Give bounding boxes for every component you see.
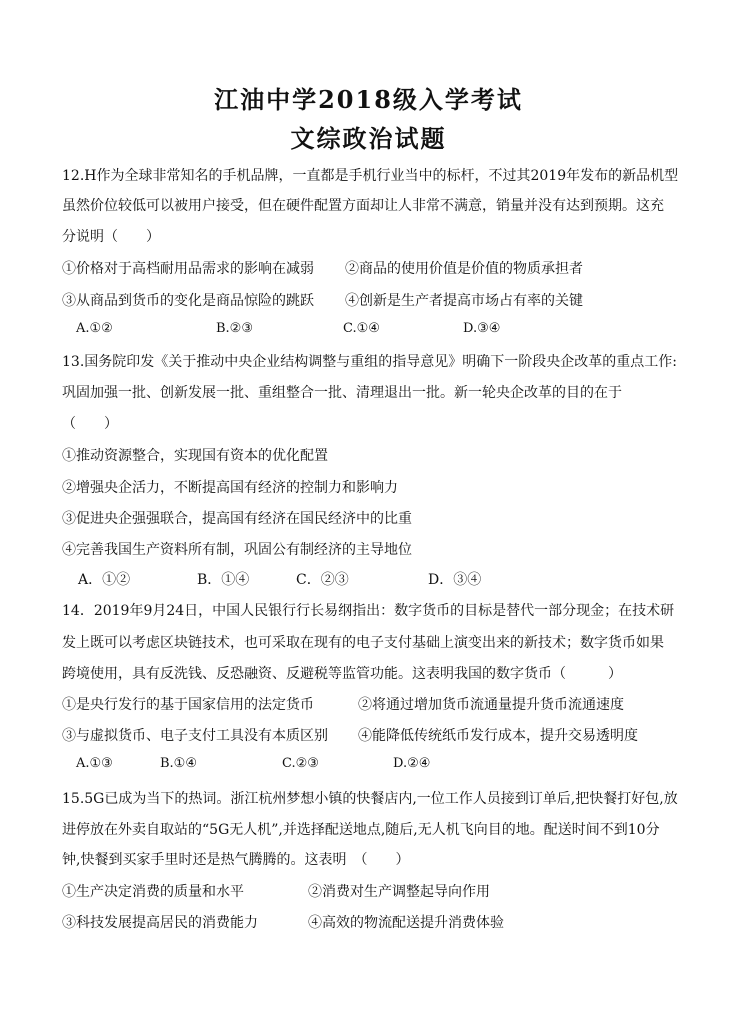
q13-statement-1: ①推动资源整合，实现国有资本的优化配置 <box>62 448 328 464</box>
q14-stem-line-1: 14．2019年9月24日，中国人民银行行长易纲指出：数字货币的目标是替代一部分现金；在技术研 <box>62 603 675 619</box>
q14-option-c: C.②③ <box>282 756 319 771</box>
q13-option-c: C．②③ <box>296 572 349 588</box>
q14-statement-1: ①是央行发行的基于国家信用的法定货币 <box>62 697 314 713</box>
q12-stem-line-2: 虽然价位较低可以被用户接受，但在硬件配置方面却让人非常不满意，销量并没有达到预期。这充 <box>62 198 664 214</box>
q14-stem-line-2: 发上既可以考虑区块链技术，也可采取在现有的电子支付基础上演变出来的新技术；数字货币如果 <box>62 635 664 651</box>
q12-statement-3: ③从商品到货币的变化是商品惊险的跳跃 <box>62 293 314 309</box>
q12-option-c: C.①④ <box>343 321 380 336</box>
q14-option-a: A.①③ <box>76 756 113 771</box>
q14-option-d: D.②④ <box>393 756 431 771</box>
q13-stem-line-3: （ ） <box>62 416 118 432</box>
q13-option-d: D．③④ <box>428 572 482 588</box>
exam-subtitle: 文综政治试题 <box>290 124 447 153</box>
q15-statement-2: ②消费对生产调整起导向作用 <box>308 884 490 900</box>
q13-option-a: A．①② <box>78 572 131 588</box>
q12-option-d: D.③④ <box>463 321 501 336</box>
q14-option-b: B.①④ <box>160 756 197 771</box>
q13-stem-line-1: 13.国务院印发《关于推动中央企业结构调整与重组的指导意见》明确下一阶段央企改革的重点工作: <box>62 354 677 370</box>
q15-statement-3: ③科技发展提高居民的消费能力 <box>62 915 258 931</box>
q14-stem-line-3: 跨境使用，具有反洗钱、反恐融资、反避税等监管功能。这表明我国的数字货币（ ） <box>62 666 622 682</box>
q13-option-b: B．①④ <box>197 572 250 588</box>
q12-option-a: A.①② <box>76 321 113 336</box>
q12-statement-2: ②商品的使用价值是价值的物质承担者 <box>345 261 583 277</box>
q15-stem-line-2: 进停放在外卖自取站的“5G无人机”,并选择配送地点,随后,无人机飞向目的地。配送时间不到10分 <box>62 822 660 838</box>
q13-statement-3: ③促进央企强强联合，提高国有经济在国民经济中的比重 <box>62 511 412 527</box>
q14-statement-3: ③与虚拟货币、电子支付工具没有本质区别 <box>62 728 328 744</box>
q15-stem-line-3: 钟,快餐到买家手里时还是热气腾腾的。这表明 （ ） <box>62 852 410 868</box>
q12-stem-line-3: 分说明（ ） <box>62 229 160 245</box>
q15-statement-4: ④高效的物流配送提升消费体验 <box>308 915 504 931</box>
q12-statement-4: ④创新是生产者提高市场占有率的关键 <box>345 293 583 309</box>
q13-stem-line-2: 巩固加强一批、创新发展一批、重组整合一批、清理退出一批。新一轮央企改革的目的在于 <box>62 385 622 401</box>
q14-statement-2: ②将通过增加货币流通量提升货币流通速度 <box>358 697 624 713</box>
q13-statement-2: ②增强央企活力，不断提高国有经济的控制力和影响力 <box>62 480 398 496</box>
exam-title: 江油中学2018级入学考试 <box>214 85 523 114</box>
q14-statement-4: ④能降低传统纸币发行成本，提升交易透明度 <box>358 728 638 744</box>
q15-stem-line-1: 15.5G已成为当下的热词。浙江杭州梦想小镇的快餐店内,一位工作人员接到订单后,把快餐打好包,放 <box>62 791 678 807</box>
q12-stem-line-1: 12.H作为全球非常知名的手机品牌，一直都是手机行业当中的标杆，不过其2019年发布的新品机型 <box>62 168 679 184</box>
q15-statement-1: ①生产决定消费的质量和水平 <box>62 884 244 900</box>
q13-statement-4: ④完善我国生产资料所有制，巩固公有制经济的主导地位 <box>62 542 412 558</box>
q12-option-b: B.②③ <box>216 321 253 336</box>
q12-statement-1: ①价格对于高档耐用品需求的影响在减弱 <box>62 261 314 277</box>
